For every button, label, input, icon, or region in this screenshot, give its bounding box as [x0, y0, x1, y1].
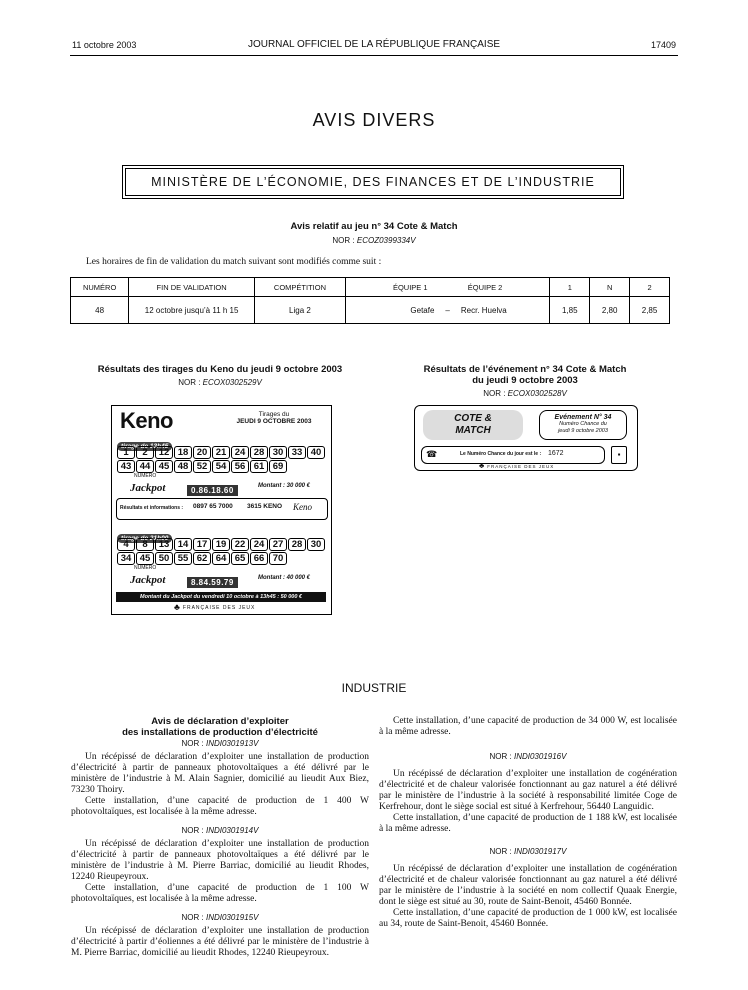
keno-number: 62	[193, 552, 211, 565]
avis-cote-nor: NOR : ECOZ0399334V	[332, 236, 416, 245]
keno-number: 44	[136, 460, 154, 473]
keno-title: Résultats des tirages du Keno du jeudi 9 octobre 2003	[97, 364, 343, 375]
keno-number: 19	[212, 538, 230, 551]
section-heading: AVIS DIVERS	[312, 110, 436, 130]
keno-number: 27	[269, 538, 287, 551]
draw2-numbers	[117, 538, 325, 565]
col-competition: COMPÉTITION	[254, 278, 345, 297]
header-rule	[70, 55, 678, 56]
cote-title-2: du jeudi 9 octobre 2003	[472, 375, 578, 386]
industrie-right-column: Cette installation, d’une capacité de production de 34 000 W, est localisée à la même adresse. NOR : INDI0301916V Un récépissé de déclaration d’exploiter une installation de cogénération d’électricité et de chaleur valorisée fonctionnant au gaz naturel a été délivré par le ministère de l’industrie à la société à responsabilité limitée Coge de Kerfrehour, dont le siège social est situé à Kerfrehour, 56440 Languidic. Cette installation, d’une capacité de production de 1 188 kW, est localisée à la même adresse. NOR : INDI0301917V Un récépissé de déclaration d’exploiter une installation de cogénération d’électricité et de chaleur valorisée fonctionnant au gaz naturel a été délivré par le ministère de l’industrie à la société en nom collectif Quaak Energie, dont le siège est situé au 30, route de Saint-Benoit, 45460 Bonnée. Cette installation, d’une capacité de production de 1 000 kW, est localisée au 34, route de Saint-Benoit, 45460 Bonnée.	[379, 716, 677, 929]
keno-number: 18	[174, 446, 192, 459]
avis-cote-intro: Les horaires de fin de validation du match suivant sont modifiés comme suit :	[86, 257, 382, 267]
ministry-name: MINISTÈRE DE L’ÉCONOMIE, DES FINANCES ET DE L’INDUSTRIE	[151, 175, 595, 189]
keno-number: 65	[231, 552, 249, 565]
jackpot-logo: Jackpot	[130, 482, 166, 494]
keno-number: 24	[231, 446, 249, 459]
keno-number: 8	[136, 538, 154, 551]
header-date: 11 octobre 2003	[72, 40, 137, 50]
keno-number: 52	[193, 460, 211, 473]
cote-card: COTE & MATCH Evénement N° 34 Numéro Chance du jeudi 9 octobre 2003 ☎ Le Numéro Chance du jour est le : 1672 ▪ ♣ FRANÇAISE DES JEUX	[414, 405, 638, 471]
draw1-montant: Montant : 30 000 €	[258, 483, 311, 489]
draw1-numbers	[117, 446, 325, 473]
keno-number: 50	[155, 552, 173, 565]
keno-nor: NOR : ECOX0302529V	[178, 378, 262, 387]
keno-number: 61	[250, 460, 268, 473]
cote-title-1: Résultats de l’événement n° 34 Cote & Match	[423, 364, 627, 375]
phone-icon: ☎	[426, 449, 438, 459]
keno-number: 33	[288, 446, 306, 459]
keno-number: 20	[193, 446, 211, 459]
industrie-left-column: Avis de déclaration d’exploiter des installations de production d’électricité NOR : INDI0301913V Un récépissé de déclaration d’exploiter une installation de production d’électricité à partir de panneaux photovoltaïques a été délivré par le ministère de l’industrie à M. Alain Sagnier, domicilié au lieudit Aux Biez, 73230 Thoiry. Cette installation, d’une capacité de production de 1 400 W photovoltaïques, est localisée à la même adresse. NOR : INDI0301914V Un récépissé de déclaration d’exploiter une installation de production d’électricité à partir de panneaux photovoltaïques a été délivré par le ministère de l’industrie à M. Pierre Barriac, domicilié au lieudit Rhodes, 12240 Rieupeyroux. Cette installation, d’une capacité de production de 1 100 W photovoltaïques, est localisée à la même adresse. NOR : INDI0301915V Un récépissé de déclaration d’exploiter une installation de production d’électricité à partir d’éoliennes a été délivré par le ministère de l’industrie à M. Pierre Barriac, domicilié au lieudit Rhodes, 12240 Rieupeyroux.	[71, 716, 369, 958]
keno-number: 45	[155, 460, 173, 473]
keno-number: 69	[269, 460, 287, 473]
numero-box: ☎ Le Numéro Chance du jour est le : 1672	[421, 446, 605, 464]
cote-match-logo: COTE & MATCH	[423, 410, 523, 440]
info-box: Résultats et informations : 0897 65 7000 3615 KENO Keno	[116, 498, 328, 520]
col-numero: NUMÉRO	[71, 278, 129, 297]
terminal-icon: ▪	[611, 446, 627, 464]
keno-number: 12	[155, 446, 173, 459]
keno-number: 24	[250, 538, 268, 551]
keno-number: 30	[269, 446, 287, 459]
draw1-label: tirage de 13h45	[117, 442, 172, 451]
event-badge: Evénement N° 34 Numéro Chance du jeudi 9 octobre 2003	[539, 410, 627, 440]
col-fin: FIN DE VALIDATION	[129, 278, 255, 297]
keno-number: 17	[193, 538, 211, 551]
col-1: 1	[550, 278, 590, 297]
keno-number: 13	[155, 538, 173, 551]
keno-number: 66	[250, 552, 268, 565]
page-number: 17409	[650, 40, 676, 50]
keno-number: 21	[212, 446, 230, 459]
table-row: 48 12 octobre jusqu’à 11 h 15 Liga 2 Getafe – Recr. Huelva 1,85 2,80 2,85	[71, 297, 670, 324]
journal-title: JOURNAL OFFICIEL DE LA RÉPUBLIQUE FRANÇAISE	[247, 39, 501, 50]
draw1-jackpot: 0.86.18.60	[187, 485, 238, 496]
keno-small-logo: Keno	[293, 502, 312, 512]
numero-chance: 1672	[548, 450, 564, 457]
keno-number: 70	[269, 552, 287, 565]
keno-number: 55	[174, 552, 192, 565]
keno-number: 34	[117, 552, 135, 565]
keno-number: 43	[117, 460, 135, 473]
keno-number: 64	[212, 552, 230, 565]
clover-icon: ♣	[174, 602, 180, 612]
match-table	[70, 277, 670, 324]
jackpot-logo: Jackpot	[130, 574, 166, 586]
jackpot-band: Montant du Jackpot du vendredi 10 octobre à 13h45 : 50 000 €	[116, 592, 326, 602]
avis-cote-title: Avis relatif au jeu n° 34 Cote & Match	[290, 221, 458, 232]
keno-number: 1	[117, 446, 135, 459]
keno-number: 28	[288, 538, 306, 551]
col-2: 2	[630, 278, 670, 297]
col-equipes: ÉQUIPE 1 ÉQUIPE 2	[345, 278, 549, 297]
keno-number: 14	[174, 538, 192, 551]
keno-number: 2	[136, 446, 154, 459]
keno-number: 45	[136, 552, 154, 565]
keno-number: 28	[250, 446, 268, 459]
keno-number: 54	[212, 460, 230, 473]
cote-nor: NOR : ECOX0302528V	[483, 389, 567, 398]
keno-number: 56	[231, 460, 249, 473]
keno-number: 30	[307, 538, 325, 551]
keno-logo: Keno	[120, 408, 173, 433]
draw2-montant: Montant : 40 000 €	[258, 575, 311, 581]
keno-number: 48	[174, 460, 192, 473]
keno-card: Keno Tirages du JEUDI 9 OCTOBRE 2003 tirage de 13h45 1 2 12 18 20 21 24 28 30 33 40 43 44 45 48 52 54 56 61 69 NUMÉRO Jackpot 0.86.18.60 Montant : 30 000 € Résultats et informations : 0897 65 7000 3615 KENO Keno tirage de 21h00 4 8 13 14 17 19 22 24 27 28 30 34 45 50 55 62 64 65 66 70 NUMÉRO Jackpot 8.84.59.79 Montant : 40 000 € Montant du Jackpot du vendredi 10 octobre à 13h45 : 50 000 € ♣ FRANÇAISE DES JEUX	[111, 405, 332, 615]
col-n: N	[590, 278, 630, 297]
keno-number: 40	[307, 446, 325, 459]
keno-number: 4	[117, 538, 135, 551]
clover-icon: ♣	[479, 461, 485, 470]
draw2-jackpot: 8.84.59.79	[187, 577, 238, 588]
industrie-heading: INDUSTRIE	[341, 681, 407, 695]
ministry-box	[125, 168, 621, 196]
keno-number: 22	[231, 538, 249, 551]
draw2-label: tirage de 21h00	[117, 534, 172, 543]
